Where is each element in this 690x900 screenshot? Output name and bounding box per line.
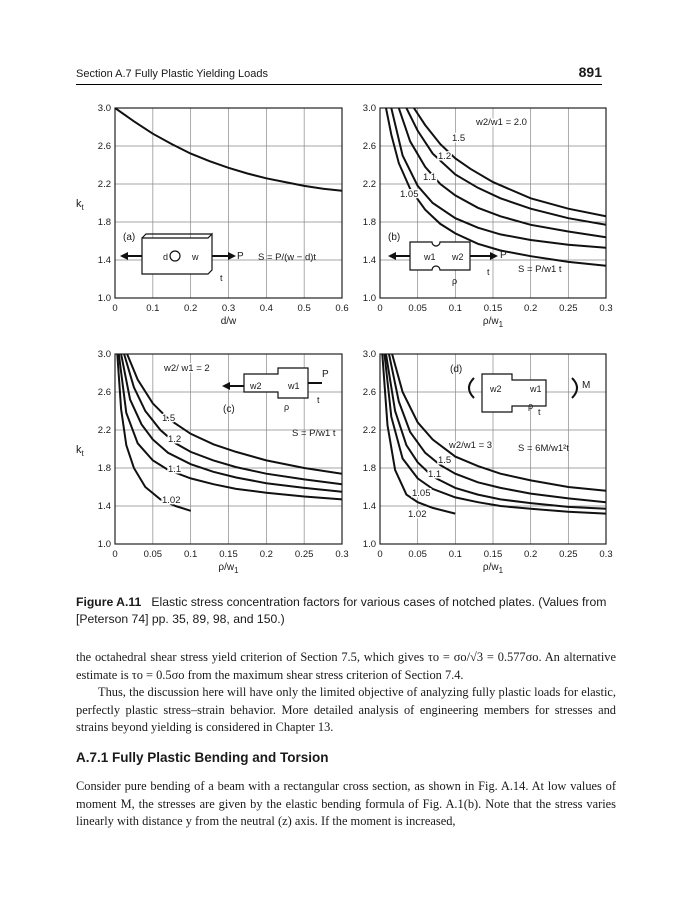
panel-tag: (c) [223, 404, 235, 415]
y-tick-label: 1.0 [97, 539, 111, 550]
y-tick-label: 2.2 [362, 425, 376, 436]
y-axis-label: $k_t$ [76, 444, 84, 458]
x-tick-label: 0.3 [221, 303, 236, 314]
moment-arrow-left [469, 378, 474, 398]
x-tick-label: 0.05 [143, 549, 163, 560]
x-tick-label: 0.2 [524, 549, 538, 560]
stress-formula: S = P/(w − d)t [258, 252, 317, 263]
caption-label: Figure A.11 [76, 595, 142, 609]
curve-label: 1.2 [438, 151, 452, 162]
dim-label: w2 [452, 252, 464, 262]
y-axis-label: $k_t$ [76, 198, 84, 212]
chart-panel-c [76, 349, 349, 575]
paragraph-1: the octahedral shear stress yield criterion of Section 7.5, which gives τo = σo/√3 = 0.577σo. An alternative estimate is τo = 0.5σo from the maximum shear stress criterion of Section 7.4. [76, 650, 616, 682]
x-tick-label: 0.05 [408, 303, 427, 314]
x-tick-label: 0.15 [483, 303, 503, 314]
y-tick-label: 1.8 [97, 217, 111, 228]
dim-label: w [192, 252, 199, 262]
paragraph-2: Thus, the discussion here will have only the limited objective of analyzing fully plastic loads for elastic, perfectly plastic stress–strain behavior. More detailed analysis of engineering members for stresses and strains beyond yielding is considered in Chapter 13. [76, 685, 616, 734]
y-tick-label: 3.0 [362, 349, 376, 360]
y-tick-label: 3.0 [97, 103, 111, 114]
dim-label: w2 [490, 384, 502, 394]
curve-label: 1.02 [408, 509, 427, 520]
series-line [124, 354, 342, 484]
curve-label: 1.5 [452, 133, 466, 144]
specimen-sketch-c [222, 368, 336, 439]
y-tick-label: 1.8 [362, 463, 376, 474]
caption-text: Elastic stress concentration factors for various cases of notched plates. (Values from [Peterson 74] pp. 35, 89, 98, and 150.) [76, 595, 607, 626]
y-tick-label: 2.6 [362, 141, 376, 152]
dim-label: t [487, 267, 490, 277]
chart-panel-a [76, 103, 349, 327]
load-label: P [237, 251, 244, 262]
x-tick-label: 0.25 [559, 303, 578, 314]
x-axis-label: $\rho/w_1$ [482, 562, 504, 575]
section-heading: A.7.1 Fully Plastic Bending and Torsion [76, 750, 329, 765]
curve-label: 1.1 [423, 172, 437, 183]
curve-label: 1.05 [412, 488, 431, 499]
header-rule [76, 84, 602, 85]
y-tick-label: 1.0 [362, 293, 376, 304]
stress-formula: S = 6M/w1²t [518, 443, 569, 454]
curve-label: 1.1 [428, 469, 442, 480]
chart-panel-d [363, 349, 613, 575]
hole-icon [170, 251, 180, 261]
x-tick-label: 0.4 [259, 303, 273, 314]
x-tick-label: 0.2 [184, 303, 198, 314]
x-tick-label: 0.2 [524, 303, 538, 314]
dim-label: w2 [250, 381, 262, 391]
figure-a11 [0, 90, 690, 590]
y-tick-label: 1.0 [97, 293, 111, 304]
specimen-sketch-a [120, 234, 316, 283]
section-title-header: Section A.7 Fully Plastic Yielding Loads [76, 68, 269, 80]
stress-formula: S = P/w1 t [518, 264, 562, 275]
y-tick-label: 2.6 [97, 387, 111, 398]
arrowhead-icon [120, 252, 128, 260]
load-label: M [582, 380, 591, 391]
x-tick-label: 0.6 [335, 303, 349, 314]
specimen-sketch-b [388, 242, 562, 286]
y-tick-label: 2.6 [362, 387, 376, 398]
x-tick-label: 0 [112, 303, 118, 314]
dim-label: ρ [528, 401, 534, 411]
x-axis-label: $\rho/w_1$ [218, 562, 239, 575]
curve-label: w2/ w1 = 2 [164, 363, 210, 374]
x-tick-label: 0.05 [408, 549, 427, 560]
x-tick-label: 0.3 [599, 549, 613, 560]
series-line [117, 354, 190, 511]
x-tick-label: 0.1 [448, 549, 462, 560]
x-tick-label: 0.25 [294, 549, 314, 560]
y-tick-label: 1.8 [362, 217, 376, 228]
x-axis-label: d/w [220, 316, 237, 327]
dim-label: w1 [288, 381, 300, 391]
figure-caption [76, 594, 616, 628]
paragraph-3: Consider pure bending of a beam with a rectangular cross section, as shown in Fig. A.14. At low values of moment M, the stresses are given by the elastic bending formula of Fig. A.1(b). Note that the stress varies linearly with distance y from the neutral (z) axis. If the moment is increased, [76, 779, 616, 828]
curve-label: w2/w1 = 2.0 [476, 117, 527, 128]
chart-panel-b [363, 103, 613, 329]
dim-label: ρ [284, 402, 290, 412]
arrowhead-icon [228, 252, 236, 260]
page-number: 891 [578, 64, 602, 80]
curve-label: 1.02 [162, 495, 181, 506]
dim-label: d [163, 252, 169, 262]
panel-tag: (d) [450, 364, 463, 375]
dim-label: t [538, 407, 541, 417]
y-tick-label: 1.4 [362, 255, 376, 266]
y-tick-label: 1.4 [97, 255, 111, 266]
moment-arrow-right [572, 378, 577, 398]
y-tick-label: 2.2 [97, 425, 111, 436]
curve-label: 1.1 [168, 464, 182, 475]
x-tick-label: 0.15 [219, 549, 238, 560]
curve-label: 1.5 [438, 455, 452, 466]
y-tick-label: 1.8 [97, 463, 111, 474]
y-tick-label: 2.2 [97, 179, 111, 190]
y-tick-label: 1.4 [362, 501, 376, 512]
x-tick-label: 0.25 [559, 549, 578, 560]
x-tick-label: 0.3 [335, 549, 349, 560]
curve-label: 1.5 [162, 413, 176, 424]
dim-label: t [317, 395, 320, 405]
x-tick-label: 0 [377, 549, 383, 560]
y-tick-label: 1.0 [362, 539, 376, 550]
curve-label: 1.2 [168, 434, 182, 445]
running-header [76, 66, 602, 82]
load-label: P [322, 369, 329, 380]
arrowhead-icon [222, 382, 230, 390]
load-label: P [500, 250, 507, 261]
stress-formula: S = P/w1 t [292, 428, 336, 439]
x-tick-label: 0 [377, 303, 383, 314]
curve-label: w2/w1 = 3 [449, 440, 493, 451]
x-tick-label: 0.15 [483, 549, 503, 560]
dim-label: ρ [452, 276, 458, 286]
dim-label: t [220, 273, 223, 283]
dim-label: w1 [424, 252, 436, 262]
x-axis-label: $\rho/w_1$ [482, 316, 504, 329]
y-tick-label: 3.0 [362, 103, 376, 114]
y-tick-label: 3.0 [97, 349, 111, 360]
y-tick-label: 2.2 [362, 179, 376, 190]
x-tick-label: 0.1 [184, 549, 198, 560]
panel-tag: (b) [388, 232, 401, 243]
arrowhead-icon [388, 252, 396, 260]
dim-label: w1 [530, 384, 542, 394]
y-tick-label: 2.6 [97, 141, 111, 152]
y-tick-label: 1.4 [97, 501, 111, 512]
arrowhead-icon [490, 252, 498, 260]
x-tick-label: 0.1 [146, 303, 160, 314]
curve-label: 1.05 [400, 189, 419, 200]
x-tick-label: 0 [112, 549, 118, 560]
x-tick-label: 0.1 [448, 303, 462, 314]
x-tick-label: 0.2 [259, 549, 273, 560]
panel-tag: (a) [123, 232, 136, 243]
x-tick-label: 0.3 [599, 303, 613, 314]
x-tick-label: 0.5 [297, 303, 311, 314]
